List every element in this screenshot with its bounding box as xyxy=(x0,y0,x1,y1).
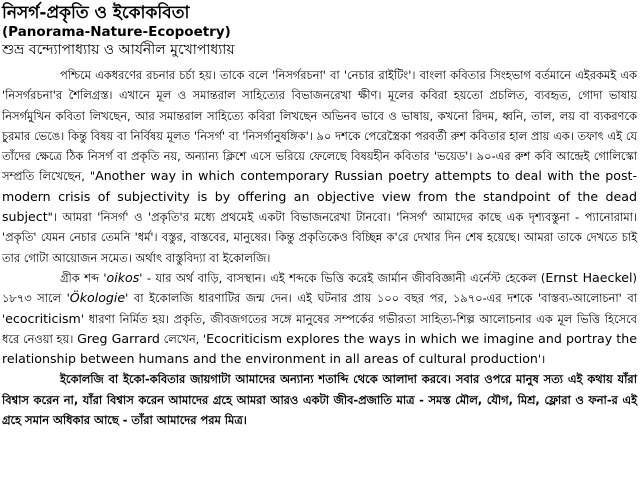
oikos-term: oikos xyxy=(106,269,140,285)
paragraph-2-text-c: ) ১৮৭৩ সালে ' xyxy=(2,270,637,306)
article-body xyxy=(2,65,637,369)
paragraph-2-text-g: '। xyxy=(537,352,546,367)
garrard-quote: Ecocriticism explores the ways in which we imagine and portray the relationship between humans and the environment in all areas of cultural production xyxy=(2,330,637,367)
paragraph-2-text-b: ' - যার অর্থ বাড়ি, বাসস্থান। এই শব্দকে ভিত্তি করেই জার্মান জীববিজ্ঞানী এর্নেস্ট হেকেল ( xyxy=(139,270,546,285)
okologie-term: Ökologie xyxy=(69,290,126,306)
paragraph-2-text-f: লেখেন, ' xyxy=(159,331,207,346)
ecocriticism-term: ecocriticism xyxy=(5,310,81,326)
paragraph-1-text-b: "। আমরা 'নিসর্গ' ও 'প্রকৃতি'র মধ্যে প্রথমেই একটা বিভাজনরেখা টানবো। 'নিসর্গ' আমাদের কাছে এক দৃশ্যবস্তুনা - প্যানোরামা। 'প্রকৃতি' যেমন নেচার তেমনি 'ধর্ম'। বস্তুর, বাস্তবের, মানুষের। কিন্তু প্রকৃতিকেও বিচ্ছিন্ন ক'রে দেখার দিন শেষ হয়েছে। আমরা তাকে দেখতে চাই তার গোটা আয়োজন সমেত। অর্থাৎ বাস্তুবিদ্যা বা ইকোলজি। xyxy=(2,210,637,265)
article-subtitle: (Panorama-Nature-Ecopoetry) xyxy=(2,24,231,40)
closing-paragraph: ইকোলজি বা ইকো-কবিতার জায়গাটা আমাদের অন্যান্য শতাব্দি থেকে আলাদা করবে। সবার ওপরে মানুষ সত্য এই কথায় যাঁরা বিশ্বাস করেন না, যাঁরা বিশ্বাস করেন আমাদের গ্রহে আমরা আরও একটা জীব-প্রজাতি মাত্র - সমস্ত মৌল, যৌগ, মিশ্র, ফ্লোরা ও ফনা-র এই গ্রহে সমান অধিকার আছে - তাঁরা আমাদের পরম মিত্র। xyxy=(2,372,638,428)
russian-poetry-quote: Another way in which contemporary Russian poetry attempts to deal with the post-modern crisis of subjectivity is by offering an objective view from the standpoint of the dead subject xyxy=(2,168,637,225)
haeckel-name: Ernst Haeckel xyxy=(545,269,633,285)
paragraph-2-text-a: গ্রীক শব্দ ' xyxy=(60,270,107,285)
paragraph-2-text-e: ' ধারণা নির্মিত হয়। প্রকৃতি, জীবজগতের সঙ্গে মানুষের সম্পর্কের গভীরতা সাহিত্য-শিল্প আলোচনার এক মূল ভিত্তি হিসেবে ধরে নেওয়া হয়। xyxy=(2,311,637,346)
paragraph-2-text-d: ' বা ইকোলজি ধারণাটির জন্ম দেন। এই ঘটনার প্রায় ১০০ বছর পর, ১৯৭০-এর দশকে 'বাস্তব্য-আলোচনা' বা ' xyxy=(2,291,637,326)
article-title: নিসর্গ-প্রকৃতি ও ইকোকবিতা xyxy=(2,3,190,23)
article-authors: শুভ্র বন্দ্যোপাধ্যায় ও আর্যনীল মুখোপাধ্যায় xyxy=(2,42,235,58)
garrard-name: Greg Garrard xyxy=(77,330,160,346)
paragraph-1-text-a: পশ্চিমে একধরণের রচনার চর্চা হয়। তাকে বলে 'নিসর্গরচনা' বা 'নেচার রাইটিং'। বাংলা কবিতার সিংহভাগ বর্তমানে এইরকমই এক 'নিসর্গরচনা'র শৈলিগ্রস্ত। এখানে মূল ও সমান্তরাল সাহিত্যের বিভাজনরেখা ক্ষীণ। মূলের কবিরা হয়তো প্রচলিত, ব্যবহৃত, গোদা ভাষায় নিসর্গমুখিন কবিতা লিখছেন, আর সমান্তরাল সাহিত্যে কবিরা লিখছেন অভিনব ভাবে ও ভাষায়, কখনো রিদম, ধ্বনি, তাল, লয় বা ব্যকরণকে চুরমার ভেঙে। কিন্তু বিষয় বা নির্বিষয় মূলত 'নিসর্গ' বা 'নিসর্গানুষঙ্গিক'। ৯০ দশকে পেরেস্ত্রৈকা পরবর্তী রুশ কবিতার হাল প্রায় এক। তফাৎ এই যে তাঁদের ক্ষেত্রে ঠিক নিসর্গ বা প্রকৃতি নয়, অন্যান্য ক্লিশে এসে ভরিয়ে ফেলেছে বিষয়হীন কবিতার 'ভয়েড'। ৯০-এর রুশ কবি আন্দ্রেই গোলিস্কো সম্প্রতি লিখেছেন, " xyxy=(2,68,637,184)
paragraph-1 xyxy=(2,65,637,268)
paragraph-2 xyxy=(2,268,637,369)
